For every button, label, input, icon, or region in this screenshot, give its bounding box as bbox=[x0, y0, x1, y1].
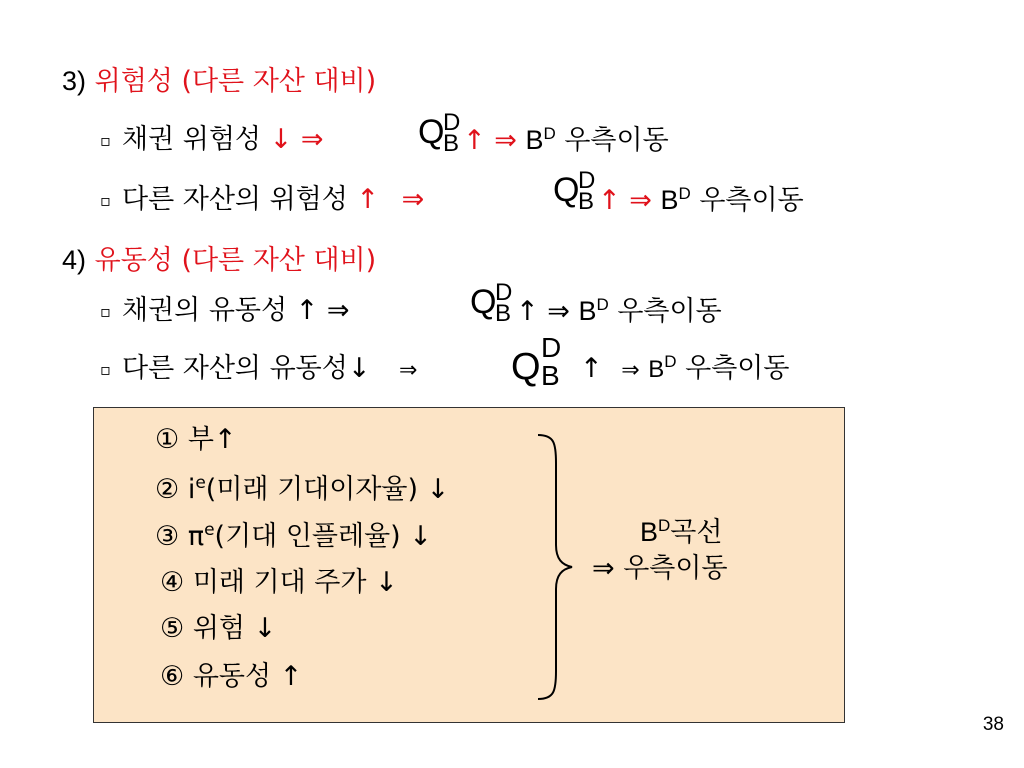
result-text: 우측이동 bbox=[685, 353, 790, 384]
section-3-heading bbox=[62, 64, 376, 99]
summary-item-text: 위험 bbox=[192, 613, 245, 644]
implies-icon: ⇒ bbox=[300, 124, 324, 155]
bullet-icon: ▫ bbox=[100, 359, 111, 379]
item-text: 채권 위험성 bbox=[122, 124, 261, 155]
conclusion-curve-label: 곡선 bbox=[670, 517, 723, 548]
q-base: Q bbox=[470, 283, 497, 321]
right-brace-icon bbox=[536, 433, 576, 701]
up-arrow-icon: ↑ bbox=[516, 296, 539, 327]
section-4-number: 4) bbox=[62, 245, 87, 275]
implies-icon: ⇒ bbox=[326, 295, 350, 326]
summary-item-text: π bbox=[187, 521, 205, 552]
section-3-title: 위험성 (다른 자산 대비) bbox=[94, 66, 377, 97]
implies-icon: ⇒ bbox=[399, 358, 418, 383]
result-text: 우측이동 bbox=[564, 125, 669, 156]
summary-item-rest: (기대 인플레율) bbox=[214, 521, 401, 552]
bond-demand: $B^D$ bbox=[660, 184, 691, 215]
section-4-item-2 bbox=[100, 352, 417, 388]
section-3-item-1-result bbox=[463, 123, 669, 158]
implies-icon: ⇒ bbox=[494, 125, 517, 156]
section-3-item-1 bbox=[100, 123, 323, 158]
section-4-item-1-result bbox=[516, 294, 722, 329]
summary-item-sup: e bbox=[195, 473, 206, 493]
bullet-icon: ▫ bbox=[100, 190, 111, 210]
summary-item-text: 유동성 bbox=[192, 661, 272, 692]
bullet-icon: ▫ bbox=[100, 130, 111, 150]
up-arrow-icon: ↑ bbox=[580, 353, 603, 384]
section-3-item-2-result bbox=[598, 183, 804, 218]
bond-demand: $B^D$ bbox=[525, 124, 556, 155]
item-text: 채권의 유동성 bbox=[122, 295, 288, 326]
section-3-number: 3) bbox=[62, 66, 87, 96]
down-arrow-icon: ↓ bbox=[253, 613, 277, 644]
section-4-title: 유동성 (다른 자산 대비) bbox=[94, 245, 377, 276]
summary-item-2 bbox=[155, 473, 449, 507]
q-base: Q bbox=[553, 171, 580, 209]
section-3-item-2 bbox=[100, 183, 424, 218]
q-demand-symbol bbox=[553, 167, 596, 215]
summary-item-text: 부 bbox=[187, 424, 214, 455]
section-4-item-2-result bbox=[580, 352, 789, 388]
summary-item-1 bbox=[155, 423, 237, 457]
up-arrow-icon: ↑ bbox=[295, 295, 319, 326]
down-arrow-icon: ↓ bbox=[347, 353, 371, 384]
circled-number-3: ③ bbox=[155, 521, 180, 552]
down-arrow-icon: ↓ bbox=[409, 521, 432, 552]
circled-number-5: ⑤ bbox=[160, 613, 185, 644]
q-sub: B bbox=[495, 300, 512, 327]
page-number: 38 bbox=[982, 714, 1004, 735]
result-text: 우측이동 bbox=[699, 185, 804, 216]
summary-item-text: i bbox=[187, 474, 196, 505]
summary-item-3 bbox=[155, 520, 432, 554]
q-sub: B bbox=[541, 360, 560, 391]
summary-item-sup: e bbox=[204, 520, 215, 540]
q-demand-symbol bbox=[418, 109, 461, 157]
up-arrow-icon: ↑ bbox=[213, 424, 237, 455]
section-4-heading bbox=[62, 243, 376, 278]
down-arrow-icon: ↓ bbox=[269, 124, 293, 155]
implies-icon: ⇒ bbox=[592, 553, 615, 584]
implies-icon: ⇒ bbox=[629, 185, 652, 216]
down-arrow-icon: ↓ bbox=[375, 567, 398, 598]
down-arrow-icon: ↓ bbox=[426, 474, 450, 505]
item-text: 다른 자산의 유동성 bbox=[122, 353, 348, 384]
summary-item-6 bbox=[160, 660, 302, 694]
q-sup: D bbox=[443, 109, 461, 136]
up-arrow-icon: ↑ bbox=[598, 185, 621, 216]
section-4-item-1 bbox=[100, 294, 350, 329]
conclusion-shift bbox=[592, 552, 728, 586]
q-sup: D bbox=[541, 332, 562, 363]
up-arrow-icon: ↑ bbox=[463, 125, 486, 156]
conclusion-text: 우측이동 bbox=[623, 553, 728, 584]
circled-number-1: ① bbox=[155, 424, 180, 455]
bullet-icon: ▫ bbox=[100, 301, 111, 321]
implies-icon: ⇒ bbox=[401, 184, 425, 215]
bond-demand: $B^D$ bbox=[578, 295, 609, 326]
item-text: 다른 자산의 위험성 bbox=[122, 184, 348, 215]
q-sub: B bbox=[578, 188, 595, 215]
circled-number-6: ⑥ bbox=[160, 661, 185, 692]
q-sup: D bbox=[495, 279, 513, 306]
bond-demand: $B^D$ bbox=[640, 516, 671, 547]
q-base: Q bbox=[511, 346, 541, 388]
q-base: Q bbox=[418, 113, 445, 151]
up-arrow-icon: ↑ bbox=[356, 184, 380, 215]
summary-item-5 bbox=[160, 612, 276, 646]
circled-number-4: ④ bbox=[160, 567, 185, 598]
result-text: 우측이동 bbox=[617, 296, 722, 327]
q-demand-symbol bbox=[511, 332, 562, 391]
implies-icon: ⇒ bbox=[547, 296, 570, 327]
up-arrow-icon: ↑ bbox=[279, 661, 303, 692]
bond-demand: $B^D$ bbox=[648, 352, 677, 383]
q-sup: D bbox=[578, 167, 596, 194]
implies-icon: ⇒ bbox=[621, 358, 640, 383]
q-sub: B bbox=[443, 130, 460, 157]
q-demand-symbol bbox=[470, 279, 513, 327]
summary-item-rest: (미래 기대이자율) bbox=[205, 474, 419, 505]
conclusion-curve bbox=[640, 515, 722, 550]
circled-number-2: ② bbox=[155, 474, 180, 505]
summary-item-4 bbox=[160, 566, 398, 600]
summary-item-text: 미래 기대 주가 bbox=[192, 567, 367, 598]
